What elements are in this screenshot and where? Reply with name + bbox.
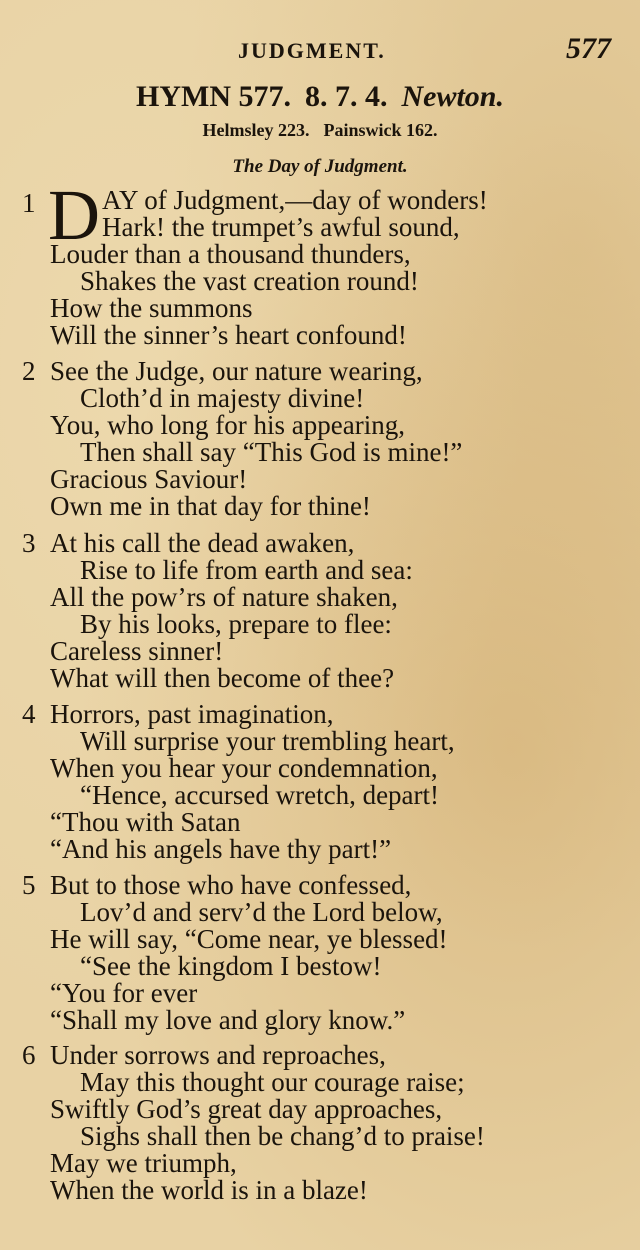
verse-line: Lov’d and serv’d the Lord below, (80, 897, 443, 927)
stanza-number: 4 (22, 699, 36, 729)
verse-line: AY of Judgment,—day of wonders! (102, 185, 488, 215)
verse-line: Own me in that day for thine! (50, 491, 371, 521)
verse-line: “You for ever (50, 978, 198, 1008)
verse-line: You, who long for his appearing, (50, 410, 405, 440)
verse-line: “Shall my love and glory know.” (50, 1005, 406, 1035)
verse-line: Swiftly God’s great day approaches, (50, 1094, 443, 1124)
verse-line: Sighs shall then be chang’d to praise! (80, 1121, 485, 1151)
tune-reference: Painswick 162. (323, 120, 438, 140)
verse-line: Horrors, past imagination, (50, 699, 334, 729)
verse-line: Cloth’d in majesty divine! (80, 383, 365, 413)
verse-line: “Thou with Satan (50, 807, 241, 837)
verse-line: Rise to life from earth and sea: (80, 555, 413, 585)
verse-line: By his looks, prepare to flee: (80, 609, 392, 639)
verse-line: “And his angels have thy part!” (50, 834, 392, 864)
verse-line: At his call the dead awaken, (50, 528, 355, 558)
verse-line: Gracious Saviour! (50, 464, 248, 494)
verse-line: But to those who have confessed, (50, 870, 412, 900)
stanza-number: 5 (22, 870, 36, 900)
verse-line: What will then become of thee? (50, 663, 395, 693)
tune-reference: Helmsley 223. (202, 120, 310, 140)
hymn-author: Newton. (401, 80, 504, 113)
verse-line: May this thought our courage raise; (80, 1067, 465, 1097)
verse-line: May we triumph, (50, 1148, 237, 1178)
stanza-number: 2 (22, 356, 36, 386)
verse-line: When the world is in a blaze! (50, 1175, 368, 1205)
stanza-number: 1 (22, 188, 36, 218)
verse-line: Will surprise your trembling heart, (80, 726, 455, 756)
verse-line: Careless sinner! (50, 636, 224, 666)
verse-line: Under sorrows and reproaches, (50, 1040, 386, 1070)
verse-line: “Hence, accursed wretch, depart! (80, 780, 440, 810)
stanza-number: 6 (22, 1040, 36, 1070)
verse-line: All the pow’rs of nature shaken, (50, 582, 398, 612)
drop-cap: D (48, 175, 100, 255)
hymn-meter: 8. 7. 4. (304, 80, 388, 113)
stanza-number: 3 (22, 528, 36, 558)
running-head (0, 32, 640, 72)
running-title: JUDGMENT. (238, 38, 386, 63)
verse-line: “See the kingdom I bestow! (80, 951, 382, 981)
verse-line: When you hear your condemnation, (50, 753, 438, 783)
hymn-title: The Day of Judgment. (232, 156, 408, 177)
hymn-heading (0, 80, 640, 114)
tune-references (0, 120, 640, 141)
verse-line: See the Judge, our nature wearing, (50, 356, 423, 386)
verse-line: Shakes the vast creation round! (80, 266, 419, 296)
verse-line: Then shall say “This God is mine!” (80, 437, 463, 467)
verse-line: Will the sinner’s heart confound! (50, 320, 407, 350)
verse-line: Hark! the trumpet’s awful sound, (102, 212, 460, 242)
page-number: 577 (566, 32, 611, 65)
verse-line: Louder than a thousand thunders, (50, 239, 411, 269)
verse-line: He will say, “Come near, ye blessed! (50, 924, 448, 954)
verse-line: How the summons (50, 293, 253, 323)
hymn-label: HYMN 577. (136, 80, 291, 113)
